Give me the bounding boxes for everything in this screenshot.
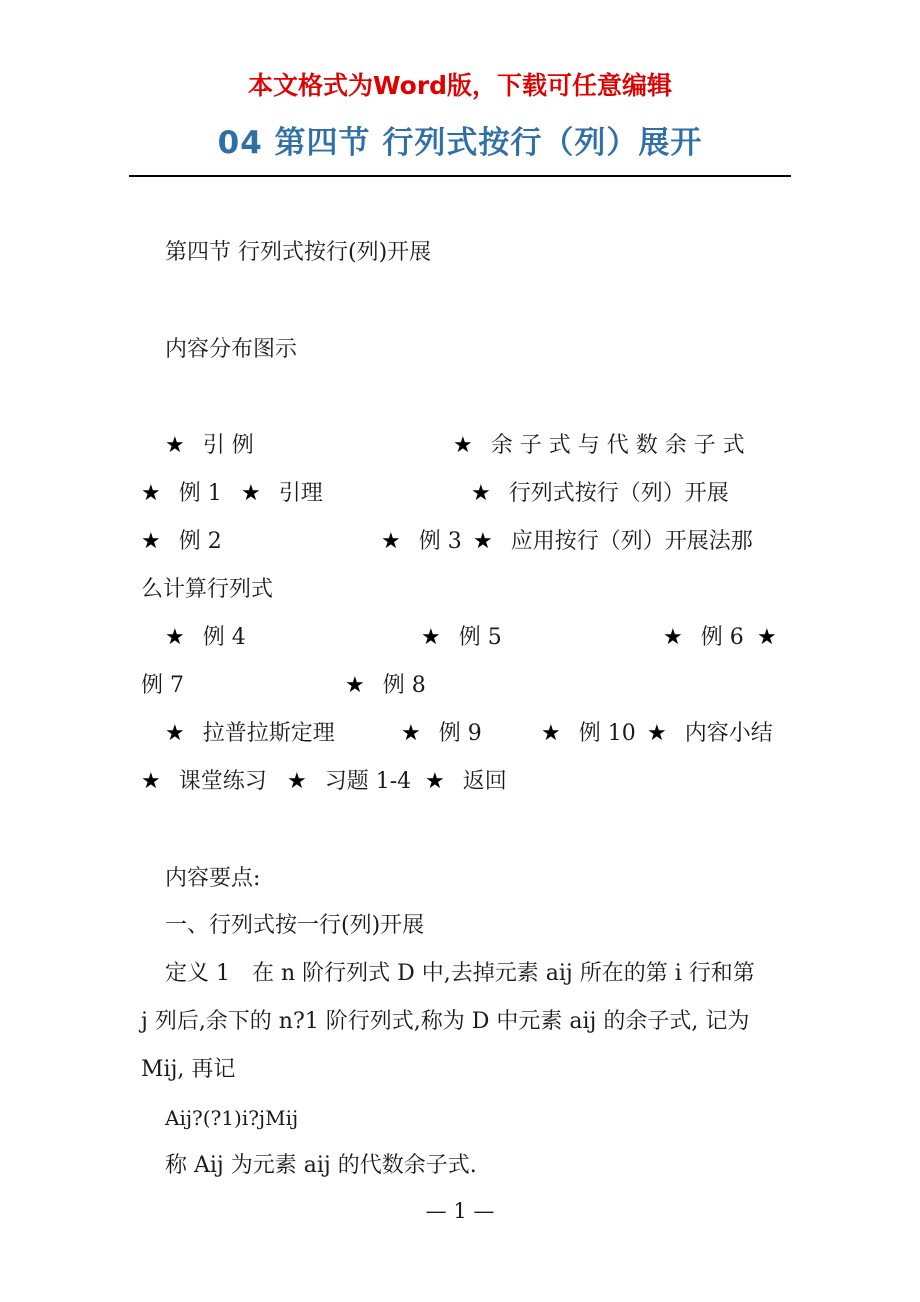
star-icon: ★ xyxy=(401,721,421,746)
nav-link-label: 习题 1-4 xyxy=(324,769,412,794)
nav-row-6 xyxy=(165,719,781,749)
definition-line-4: 称 Aij 为元素 aij 的代数余子式. xyxy=(165,1153,477,1178)
nav-link-label: 例 10 xyxy=(578,721,636,746)
document-title: 04 第四节 行列式按行（列）展开 xyxy=(217,125,703,161)
nav-link-label: 例 9 xyxy=(438,721,482,746)
title-divider xyxy=(129,175,791,177)
nav-link-example-6[interactable] xyxy=(663,623,744,653)
nav-link-summary[interactable] xyxy=(647,719,773,749)
star-icon: ★ xyxy=(425,769,445,794)
nav-link-example-7[interactable] xyxy=(141,671,184,701)
star-icon: ★ xyxy=(345,673,365,698)
star-icon: ★ xyxy=(241,481,261,506)
nav-row-2 xyxy=(141,479,781,509)
nav-link-example-7-star[interactable] xyxy=(757,623,777,653)
star-icon: ★ xyxy=(541,721,561,746)
star-icon: ★ xyxy=(141,481,161,506)
star-icon: ★ xyxy=(165,721,185,746)
star-icon: ★ xyxy=(141,529,161,554)
nav-link-example-8[interactable] xyxy=(345,671,426,701)
nav-link-expansion[interactable] xyxy=(471,479,729,509)
definition-line-1: 定义 1 在 n 阶行列式 D 中,去掉元素 aij 所在的第 i 行和第 xyxy=(165,961,755,986)
star-icon: ★ xyxy=(287,769,307,794)
nav-link-cofactor[interactable] xyxy=(453,431,745,461)
nav-link-example-9[interactable] xyxy=(401,719,482,749)
nav-link-label: 引 例 xyxy=(202,433,254,458)
nav-link-intro[interactable] xyxy=(165,431,254,461)
star-icon: ★ xyxy=(473,529,493,554)
point-one-heading: 一、行列式按一行(列)开展 xyxy=(165,913,425,938)
nav-row-3-cont[interactable]: 么计算行列式 xyxy=(141,577,274,602)
star-icon: ★ xyxy=(663,625,683,650)
nav-row-1 xyxy=(165,431,781,461)
star-icon: ★ xyxy=(165,433,185,458)
section-heading: 第四节 行列式按行(列)开展 xyxy=(165,240,432,265)
download-notice: 本文格式为Word版，下载可任意编辑 xyxy=(247,71,673,100)
key-points-label: 内容要点: xyxy=(165,866,261,891)
page-number: — 1 — xyxy=(425,1199,495,1223)
star-icon: ★ xyxy=(421,625,441,650)
contents-label: 内容分布图示 xyxy=(165,337,298,362)
nav-row-4 xyxy=(165,623,781,653)
nav-link-back[interactable] xyxy=(425,767,507,797)
nav-row-3 xyxy=(141,527,781,557)
definition-line-2: j 列后,余下的 n?1 阶行列式,称为 D 中元素 aij 的余子式, 记为 xyxy=(141,1009,750,1034)
nav-link-label: 例 2 xyxy=(178,529,222,554)
nav-link-label: 内容小结 xyxy=(684,721,773,746)
star-icon: ★ xyxy=(647,721,667,746)
nav-row-5 xyxy=(141,671,781,701)
nav-link-label: 例 8 xyxy=(382,673,426,698)
nav-link-label: 例 7 xyxy=(141,673,184,698)
star-icon: ★ xyxy=(757,625,777,650)
nav-link-label: 例 4 xyxy=(202,625,246,650)
nav-link-label: 拉普拉斯定理 xyxy=(202,721,335,746)
nav-link-example-3[interactable] xyxy=(381,527,462,557)
nav-link-example-2[interactable] xyxy=(141,527,222,557)
star-icon: ★ xyxy=(141,769,161,794)
nav-link-example-5[interactable] xyxy=(421,623,502,653)
nav-row-7 xyxy=(141,767,781,797)
nav-link-example-10[interactable] xyxy=(541,719,636,749)
star-icon: ★ xyxy=(381,529,401,554)
nav-link-classwork[interactable] xyxy=(141,767,267,797)
star-icon: ★ xyxy=(453,433,473,458)
nav-link-exercises[interactable] xyxy=(287,767,411,797)
nav-link-example-1[interactable] xyxy=(141,479,222,509)
nav-link-label: 例 6 xyxy=(700,625,744,650)
nav-link-label: 例 1 xyxy=(178,481,222,506)
nav-link-label: 返回 xyxy=(462,769,507,794)
star-icon: ★ xyxy=(165,625,185,650)
nav-link-label: 行列式按行（列）开展 xyxy=(508,481,729,506)
nav-link-example-4[interactable] xyxy=(165,623,246,653)
star-icon: ★ xyxy=(471,481,491,506)
nav-link-label: 应用按行（列）开展法那 xyxy=(510,529,753,554)
nav-link-label: 课堂练习 xyxy=(178,769,267,794)
nav-link-lemma[interactable] xyxy=(241,479,323,509)
definition-line-3: Mij, 再记 xyxy=(141,1057,236,1082)
nav-link-label: 例 3 xyxy=(418,529,462,554)
nav-link-label: 余 子 式 与 代 数 余 子 式 xyxy=(490,433,745,458)
nav-link-label: 引理 xyxy=(278,481,323,506)
cofactor-formula: Aij?(?1)i?jMij xyxy=(165,1106,299,1130)
nav-link-label: 例 5 xyxy=(458,625,502,650)
nav-link-laplace[interactable] xyxy=(165,719,335,749)
nav-link-apply-expansion[interactable] xyxy=(473,527,753,557)
